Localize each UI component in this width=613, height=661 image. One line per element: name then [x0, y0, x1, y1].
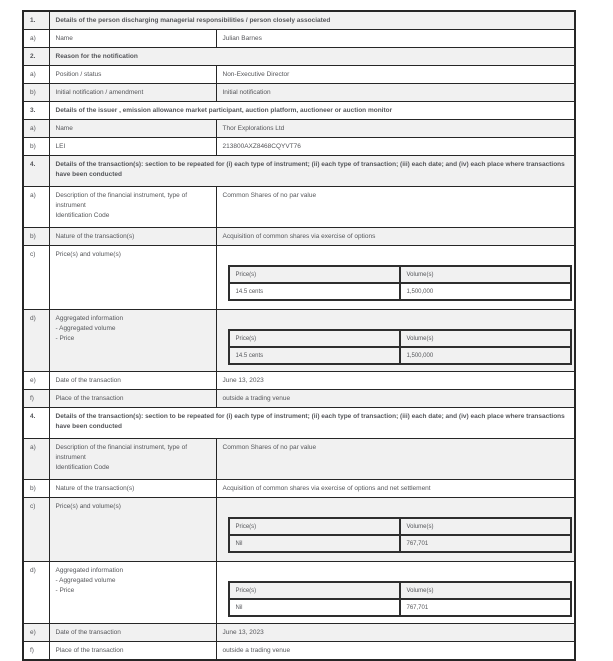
field-row [23, 120, 575, 138]
row-number: f) [23, 642, 49, 661]
row-value: Julian Barnes [216, 30, 575, 48]
price-volume-cell [216, 246, 575, 310]
row-label: Position / status [49, 66, 216, 84]
section-title: Details of the transaction(s): section to be repeated for (i) each type of instrument; (ii) each type of transaction; (iii) each date; and (iv) each place where transactions have been conducted [49, 408, 575, 439]
row-label: LEI [49, 138, 216, 156]
price-volume-value-row [229, 599, 571, 616]
field-row [23, 30, 575, 48]
prices-row [23, 498, 575, 562]
price-volume-value-row [229, 535, 571, 552]
row-number: b) [23, 84, 49, 102]
label-line: Aggregated information [55, 567, 124, 574]
price-volume-table [228, 517, 572, 553]
volume-value: 767,701 [400, 599, 571, 616]
row-label: Date of the transaction [49, 624, 216, 642]
price-header: Price(s) [229, 518, 400, 535]
row-number: a) [23, 66, 49, 84]
row-label [49, 310, 216, 372]
row-value: Acquisition of common shares via exercise of options and net settlement [216, 480, 575, 498]
row-number: b) [23, 228, 49, 246]
price-volume-cell [216, 562, 575, 624]
row-label: Name [49, 30, 216, 48]
row-value: Thor Explorations Ltd [216, 120, 575, 138]
prices-row [23, 562, 575, 624]
row-value: 213800AXZ8468CQYVT76 [216, 138, 575, 156]
row-label [49, 187, 216, 228]
field-row [23, 624, 575, 642]
row-number: b) [23, 480, 49, 498]
row-value: Acquisition of common shares via exercise of options [216, 228, 575, 246]
row-number: b) [23, 138, 49, 156]
volume-header: Volume(s) [400, 266, 571, 283]
label-line: - Price [55, 587, 75, 594]
field-row [23, 390, 575, 408]
section-title: Details of the person discharging managerial responsibilities / person closely associated [49, 11, 575, 30]
price-volume-cell [216, 310, 575, 372]
row-number: e) [23, 372, 49, 390]
field-row [23, 84, 575, 102]
label-line: Description of the financial instrument, type of instrument [55, 444, 188, 461]
row-value: June 13, 2023 [216, 624, 575, 642]
price-value: 14.5 cents [229, 347, 400, 364]
row-number: c) [23, 246, 49, 310]
row-value: outside a trading venue [216, 642, 575, 661]
field-row [23, 480, 575, 498]
row-value: Non-Executive Director [216, 66, 575, 84]
row-label: Initial notification / amendment [49, 84, 216, 102]
prices-row [23, 246, 575, 310]
row-number: 4. [23, 156, 49, 187]
volume-header: Volume(s) [400, 330, 571, 347]
price-volume-table [228, 265, 572, 301]
price-volume-header-row [229, 518, 571, 535]
row-label [49, 439, 216, 480]
volume-header: Volume(s) [400, 518, 571, 535]
row-number: a) [23, 120, 49, 138]
row-number: d) [23, 310, 49, 372]
row-value: outside a trading venue [216, 390, 575, 408]
row-label: Nature of the transaction(s) [49, 480, 216, 498]
field-row [23, 138, 575, 156]
row-number: d) [23, 562, 49, 624]
row-value: June 13, 2023 [216, 372, 575, 390]
volume-value: 1,500,000 [400, 347, 571, 364]
row-value: Common Shares of no par value [216, 187, 575, 228]
section-title: Reason for the notification [49, 48, 575, 66]
row-number: a) [23, 439, 49, 480]
price-header: Price(s) [229, 266, 400, 283]
price-header: Price(s) [229, 582, 400, 599]
row-number: e) [23, 624, 49, 642]
row-value: Common Shares of no par value [216, 439, 575, 480]
field-row [23, 228, 575, 246]
row-label [49, 498, 216, 562]
label-line: - Aggregated volume [55, 325, 116, 332]
row-label: Place of the transaction [49, 390, 216, 408]
volume-header: Volume(s) [400, 582, 571, 599]
label-line: Description of the financial instrument, type of instrument [55, 192, 188, 209]
row-number: c) [23, 498, 49, 562]
row-label: Nature of the transaction(s) [49, 228, 216, 246]
price-volume-header-row [229, 330, 571, 347]
section-row [23, 408, 575, 439]
prices-row [23, 310, 575, 372]
row-label [49, 246, 216, 310]
field-row [23, 642, 575, 661]
label-line: Price(s) and volume(s) [55, 251, 121, 258]
row-number: 1. [23, 11, 49, 30]
row-value: Initial notification [216, 84, 575, 102]
price-volume-table [228, 329, 572, 365]
label-line: Price(s) and volume(s) [55, 503, 121, 510]
price-value: Nil [229, 599, 400, 616]
section-row [23, 102, 575, 120]
row-number: 2. [23, 48, 49, 66]
field-row [23, 372, 575, 390]
price-volume-header-row [229, 266, 571, 283]
section-row [23, 11, 575, 30]
row-number: 3. [23, 102, 49, 120]
row-label: Place of the transaction [49, 642, 216, 661]
label-line: Identification Code [55, 464, 110, 471]
row-label [49, 562, 216, 624]
price-value: Nil [229, 535, 400, 552]
row-number: a) [23, 187, 49, 228]
price-volume-value-row [229, 347, 571, 364]
pdmr-notification-table [22, 10, 576, 661]
price-volume-cell [216, 498, 575, 562]
price-header: Price(s) [229, 330, 400, 347]
row-label: Name [49, 120, 216, 138]
row-number: 4. [23, 408, 49, 439]
label-line: - Aggregated volume [55, 577, 116, 584]
field-row [23, 439, 575, 480]
row-label: Date of the transaction [49, 372, 216, 390]
price-volume-value-row [229, 283, 571, 300]
section-row [23, 156, 575, 187]
label-line: Identification Code [55, 212, 110, 219]
section-title: Details of the issuer , emission allowance market participant, auction platform, auctioneer or auction monitor [49, 102, 575, 120]
section-title: Details of the transaction(s): section to be repeated for (i) each type of instrument; (ii) each type of transaction; (iii) each date; and (iv) each place where transactions have been conducted [49, 156, 575, 187]
price-volume-header-row [229, 582, 571, 599]
row-number: f) [23, 390, 49, 408]
volume-value: 1,500,000 [400, 283, 571, 300]
row-number: a) [23, 30, 49, 48]
label-line: - Price [55, 335, 75, 342]
price-volume-table [228, 581, 572, 617]
volume-value: 767,701 [400, 535, 571, 552]
label-line: Aggregated information [55, 315, 124, 322]
field-row [23, 66, 575, 84]
section-row [23, 48, 575, 66]
field-row [23, 187, 575, 228]
price-value: 14.5 cents [229, 283, 400, 300]
